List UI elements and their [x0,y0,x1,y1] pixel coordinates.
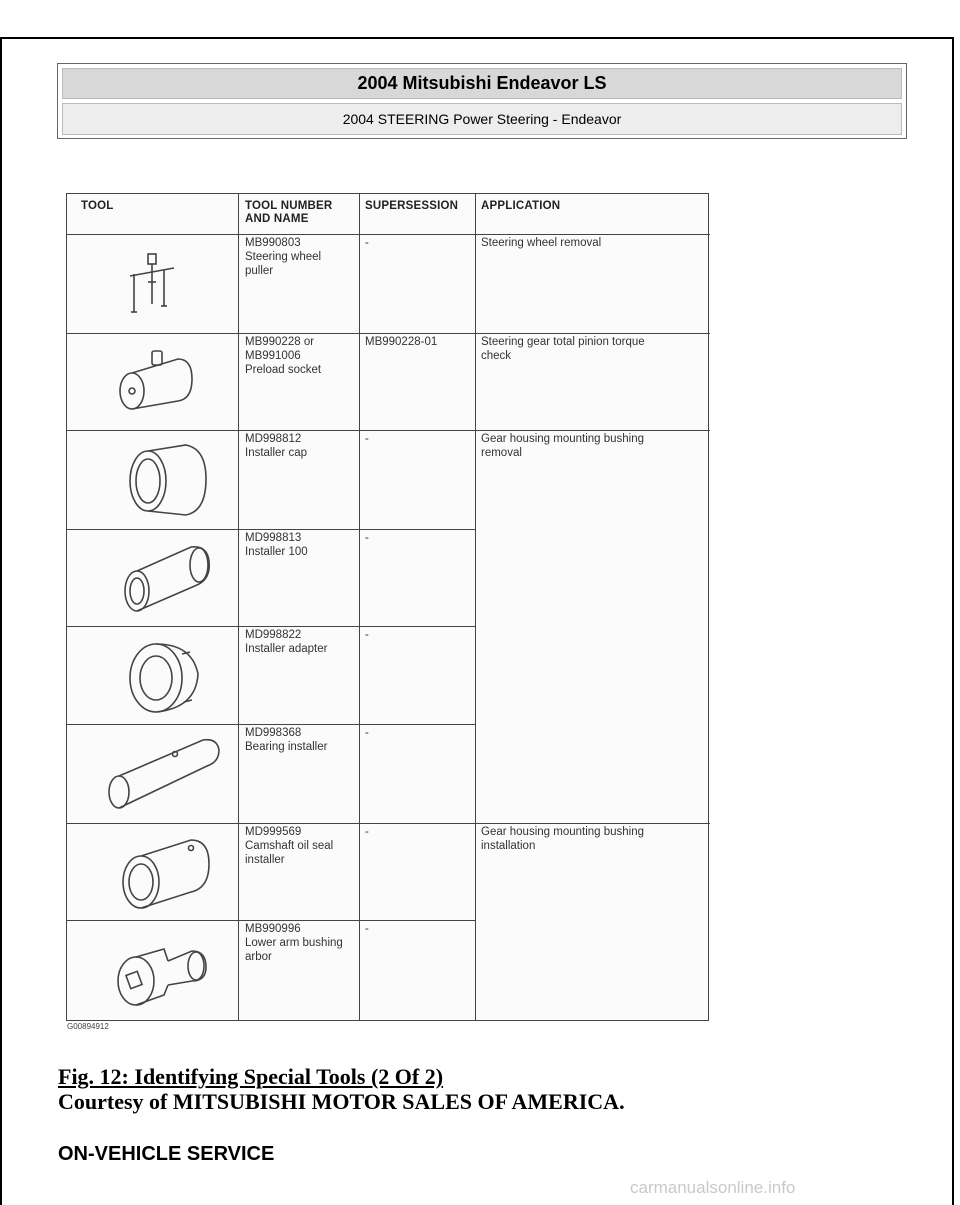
supersession-value: - [365,826,369,838]
figure-courtesy: Courtesy of MITSUBISHI MOTOR SALES OF AMERICA. [58,1089,625,1114]
tool-number-name: MD998368 Bearing installer [245,727,328,753]
installer-100-icon [117,539,217,624]
supersession-value: - [365,923,369,935]
document-header [57,63,907,139]
tool-number-name: MD998822 Installer adapter [245,629,328,655]
steering-wheel-puller-icon [122,252,182,327]
application-value: Gear housing mounting bushing removal [481,433,645,459]
row-divider [67,430,710,431]
row-divider [67,234,710,235]
tool-number-name: MD999569 Camshaft oil seal installer [245,826,334,866]
camshaft-oil-seal-installer-icon [115,834,215,919]
lower-arm-bushing-arbor-icon [112,931,212,1016]
figure-title: Fig. 12: Identifying Special Tools (2 Of 2) [58,1064,444,1089]
installer-cap-icon [122,441,212,524]
figure-caption [58,1064,625,1114]
section-heading: ON-VEHICLE SERVICE [58,1143,275,1165]
application-value: Steering wheel removal [481,237,602,249]
preload-socket-icon [112,349,202,424]
special-tools-table [66,193,709,1021]
tool-number-name: MD998812 Installer cap [245,433,308,459]
header-supersession: SUPERSESSION [365,200,459,212]
bearing-installer-icon [103,734,223,819]
header-tool: TOOL [81,200,114,212]
row-divider [67,823,710,824]
row-divider [67,724,475,725]
row-divider [67,529,475,530]
row-divider [67,333,710,334]
tool-number-name: MD998813 Installer 100 [245,532,308,558]
column-divider [238,194,239,1020]
figure-id: G00894912 [67,1022,109,1031]
supersession-value: - [365,237,369,249]
column-divider [475,194,476,1020]
supersession-value: - [365,629,369,641]
supersession-value: - [365,727,369,739]
tool-number-name: MB990228 or MB991006 Preload socket [245,336,322,376]
row-divider [67,920,475,921]
application-value: Steering gear total pinion torque check [481,336,645,362]
header-tool-number: TOOL NUMBER AND NAME [245,200,333,225]
tool-number-name: MB990803 Steering wheel puller [245,237,322,277]
tool-number-name: MB990996 Lower arm bushing arbor [245,923,343,963]
application-value: Gear housing mounting bushing installation [481,826,645,852]
section-title: 2004 STEERING Power Steering - Endeavor [62,103,902,135]
header-application: APPLICATION [481,200,561,212]
row-divider [67,626,475,627]
supersession-value: - [365,433,369,445]
column-divider [359,194,360,1020]
vehicle-title: 2004 Mitsubishi Endeavor LS [62,68,902,99]
installer-adapter-icon [122,636,212,721]
supersession-value: - [365,532,369,544]
supersession-value: MB990228-01 [365,336,438,348]
watermark: carmanualsonline.info [630,1178,796,1197]
